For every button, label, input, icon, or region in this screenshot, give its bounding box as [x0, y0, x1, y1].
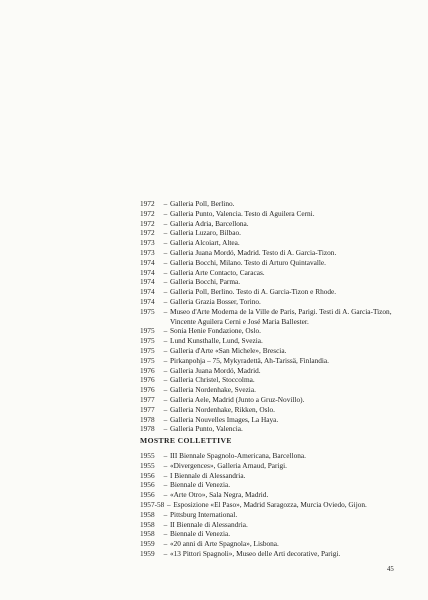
exhibition-entry [140, 287, 402, 297]
entry-text: Galleria Alcoiart, Altea. [170, 238, 240, 248]
exhibition-entry [140, 539, 402, 549]
entry-text: Galleria Christel, Stoccolma. [170, 375, 255, 385]
entry-dash: – [163, 470, 168, 480]
entry-dash: – [163, 218, 168, 228]
entry-year: 1955 [140, 460, 155, 470]
entry-text: Galleria Punto, Valencia. [170, 424, 243, 434]
entry-dash: – [163, 460, 168, 470]
entry-text: Galleria Aele, Madrid (Junto a Gruz-Novillo). [170, 394, 305, 404]
entry-year: 1956 [140, 490, 155, 500]
entry-text: Biennale di Venezia. [170, 529, 231, 539]
exhibition-entry [140, 500, 402, 510]
exhibition-entry [140, 277, 402, 287]
exhibition-entry [140, 258, 402, 268]
entry-text: Museo d'Arte Moderna de la Ville de Paris, Parigi. Testi di A. Garcia-Tizon, Vincente Aguilera Cerni e José Maria Ballester. [170, 306, 392, 326]
entry-text: «Arte Otro», Sala Negra, Madrid. [170, 490, 269, 500]
entry-year: 1974 [140, 296, 155, 306]
exhibition-entry [140, 199, 402, 209]
entry-text: Galleria Luzaro, Bilbao. [170, 228, 241, 238]
entry-dash: – [163, 306, 168, 316]
entry-year: 1974 [140, 277, 155, 287]
exhibition-entry [140, 480, 402, 490]
collective-exhibitions-list [140, 451, 402, 559]
entry-dash: – [163, 355, 168, 365]
entry-text: Galleria Adria, Barcellona. [170, 218, 249, 228]
exhibition-entry [140, 451, 402, 461]
exhibition-entry [140, 529, 402, 539]
entry-dash: – [163, 277, 168, 287]
exhibition-entry [140, 385, 402, 395]
entry-year: 1974 [140, 257, 155, 267]
entry-year: 1977 [140, 394, 155, 404]
entry-text: Galleria Bocchi, Parma. [170, 277, 241, 287]
page-number: 45 [387, 566, 394, 573]
entry-dash: – [163, 296, 168, 306]
entry-year: 1972 [140, 199, 155, 208]
exhibition-entry [140, 268, 402, 278]
entry-year: 1974 [140, 287, 155, 297]
entry-dash: – [163, 375, 168, 385]
entry-year: 1975 [140, 336, 155, 346]
exhibition-entry [140, 238, 402, 248]
entry-year: 1975 [140, 345, 155, 355]
entry-text: Galleria Juana Mordó, Madrid. Testo di A. Garcia-Tizon. [170, 247, 337, 257]
entry-text: Galleria Arte Contacto, Caracas. [170, 267, 265, 277]
entry-dash: – [163, 287, 168, 297]
entry-year: 1972 [140, 228, 155, 238]
section-title-collective-exhibitions: MOSTRE COLLETTIVE [140, 436, 232, 445]
entry-dash: – [163, 424, 168, 434]
exhibition-entry [140, 510, 402, 520]
entry-year: 1975 [140, 326, 155, 336]
exhibition-entry [140, 395, 402, 405]
exhibition-entry [140, 336, 402, 346]
entry-dash: – [163, 336, 168, 346]
entry-text: Sonia Henie Fondazione, Oslo. [170, 326, 261, 336]
exhibition-entry [140, 471, 402, 481]
entry-dash: – [163, 548, 168, 558]
entry-year: 1975 [140, 306, 155, 316]
exhibition-entry [140, 219, 402, 229]
entry-dash: – [163, 208, 168, 218]
entry-year: 1956 [140, 470, 155, 480]
exhibition-entry [140, 356, 402, 366]
exhibition-entry [140, 326, 402, 336]
entry-year: 1958 [140, 509, 155, 519]
entry-text: Biennale di Venezia. [170, 480, 231, 490]
entry-text: Pittsburg International. [170, 509, 238, 519]
entry-dash: – [163, 257, 168, 267]
exhibition-entry [140, 461, 402, 471]
entry-text: «13 Pittori Spagnoli», Museo delle Arti decorative, Parigi. [170, 548, 341, 558]
exhibition-entry [140, 549, 402, 559]
exhibition-entry [140, 228, 402, 238]
entry-text: «Divergences», Galleria Arnaud, Parigi. [170, 460, 287, 470]
entry-dash: – [163, 247, 168, 257]
exhibition-entry [140, 307, 402, 327]
entry-year: 1975 [140, 355, 155, 365]
entry-dash: – [163, 267, 168, 277]
entry-text: Galleria d'Arte «San Michele», Brescia. [170, 345, 287, 355]
entry-dash: – [163, 529, 168, 539]
entry-text: I Biennale di Alessandria. [170, 470, 246, 480]
exhibition-entry [140, 375, 402, 385]
entry-dash: – [163, 345, 168, 355]
entry-year: 1976 [140, 365, 155, 375]
entry-dash: – [163, 519, 168, 529]
entry-year: 1957-58 [140, 499, 165, 509]
entry-year: 1978 [140, 424, 155, 434]
exhibition-entry [140, 490, 402, 500]
entry-dash: – [163, 365, 168, 375]
entry-year: 1973 [140, 238, 155, 248]
entry-year: 1978 [140, 414, 155, 424]
entry-text: Galleria Nordenhake, Svezia. [170, 385, 256, 395]
entry-year: 1972 [140, 208, 155, 218]
entry-dash: – [163, 199, 168, 208]
entry-text: Galleria Poll, Berlino. Testo di A. Garcia-Tizon e Rhode. [170, 287, 337, 297]
exhibition-entry [140, 248, 402, 258]
entry-year: 1955 [140, 451, 155, 460]
exhibition-entry [140, 520, 402, 530]
exhibition-entry [140, 209, 402, 219]
entry-text: Galleria Bocchi, Milano. Testo di Arturo Quintavalle. [170, 257, 326, 267]
entry-text: Galleria Grazia Bosser, Torino. [170, 296, 261, 306]
entry-text: II Biennale di Alessandria. [170, 519, 248, 529]
entry-text: Galleria Nordenhake, Rikken, Oslo. [170, 404, 275, 414]
entry-dash: – [167, 499, 171, 509]
entry-dash: – [163, 480, 168, 490]
entry-year: 1977 [140, 404, 155, 414]
entry-text: Galleria Punto, Valencia. Testo di Aguilera Cerni. [170, 208, 315, 218]
solo-exhibitions-list [140, 199, 402, 434]
entry-text: Lund Kunsthalle, Lund, Svezia. [170, 336, 263, 346]
entry-year: 1972 [140, 218, 155, 228]
entry-year: 1958 [140, 519, 155, 529]
entry-text: Pirkanpohja – 75, Mykyradettä, Ah-Tarissä, Finlandia. [170, 355, 329, 365]
entry-dash: – [163, 326, 168, 336]
entry-text: Galleria Juana Mordó, Madrid. [170, 365, 261, 375]
exhibition-entry [140, 346, 402, 356]
entry-year: 1974 [140, 267, 155, 277]
entry-dash: – [163, 451, 168, 460]
entry-year: 1958 [140, 529, 155, 539]
entry-year: 1959 [140, 548, 155, 558]
entry-text: III Biennale Spagnolo-Americana, Barcellona. [170, 451, 306, 460]
entry-text: Galleria Nouvelles Images, La Haya. [170, 414, 279, 424]
entry-text: Galleria Poll, Berlino. [170, 199, 235, 208]
entry-dash: – [163, 394, 168, 404]
entry-dash: – [163, 404, 168, 414]
entry-dash: – [163, 385, 168, 395]
exhibition-entry [140, 424, 402, 434]
entry-year: 1976 [140, 375, 155, 385]
entry-year: 1973 [140, 247, 155, 257]
exhibition-entry [140, 415, 402, 425]
entry-dash: – [163, 509, 168, 519]
exhibition-entry [140, 405, 402, 415]
entry-text: Esposizione «El Paso», Madrid Saragozza, Murcia Oviedo, Gijon. [173, 499, 367, 509]
exhibition-entry [140, 366, 402, 376]
entry-year: 1956 [140, 480, 155, 490]
entry-year: 1976 [140, 385, 155, 395]
entry-dash: – [163, 238, 168, 248]
entry-dash: – [163, 228, 168, 238]
entry-dash: – [163, 490, 168, 500]
entry-dash: – [163, 539, 168, 549]
entry-year: 1959 [140, 539, 155, 549]
entry-text: «20 anni di Arte Spagnola», Lisbona. [170, 539, 279, 549]
entry-dash: – [163, 414, 168, 424]
exhibition-entry [140, 297, 402, 307]
